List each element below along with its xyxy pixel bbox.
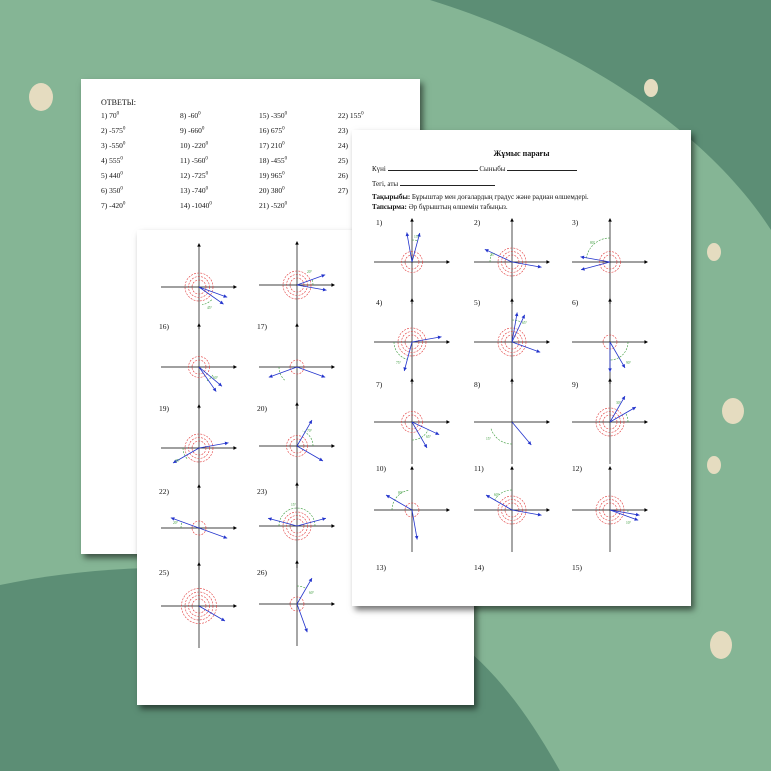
problem-number: 23) xyxy=(257,487,267,496)
problem-number: 11) xyxy=(474,464,484,473)
angle-figure xyxy=(565,372,655,472)
problem-number: 10) xyxy=(376,464,386,473)
terminal-ray xyxy=(199,443,229,448)
x-axis-arrow xyxy=(233,526,237,530)
ray-arrow xyxy=(406,232,410,236)
angle-value-label: 20° xyxy=(173,521,179,525)
answer-item: 5) $440^0$ xyxy=(101,171,123,180)
y-axis-arrow xyxy=(295,482,299,486)
x-axis-arrow xyxy=(446,340,450,344)
degree-mark: 0 xyxy=(116,111,120,117)
y-axis-arrow xyxy=(197,323,201,327)
degree-mark: 0 xyxy=(120,186,123,192)
problem-number: 19) xyxy=(159,404,169,413)
angle-value-label: 10° xyxy=(626,521,632,525)
x-axis-arrow xyxy=(233,285,237,289)
answer-item: 1) $70^0$ xyxy=(101,111,120,120)
topic-text: Бұрыштар мен доғалардың градус және радиан өлшемдері. xyxy=(411,193,589,201)
problem-number: 25) xyxy=(159,568,169,577)
degree-mark: 0 xyxy=(209,201,212,207)
answer-item: 19) $965^0$ xyxy=(259,171,285,180)
y-axis-arrow xyxy=(410,298,414,302)
problem-number: 12) xyxy=(572,464,582,473)
angle-value-label: 15° xyxy=(414,235,420,239)
y-axis-arrow xyxy=(510,378,514,382)
degree-mark: 0 xyxy=(201,126,205,132)
x-axis-arrow xyxy=(446,260,450,264)
terminal-ray xyxy=(297,285,327,290)
ray-arrow xyxy=(220,301,224,305)
answer-item: 6) $350^0$ xyxy=(101,186,123,195)
terminal-ray xyxy=(297,275,325,285)
angle-value-label: 90° xyxy=(626,361,632,365)
x-axis-arrow xyxy=(644,420,648,424)
degree-mark: 0 xyxy=(282,186,285,192)
y-axis-arrow xyxy=(295,241,299,245)
problem-number: 6) xyxy=(572,298,579,307)
angle-value-label: 60° xyxy=(494,493,500,497)
problem-number: 15) xyxy=(572,563,582,572)
reference-arc xyxy=(312,280,313,285)
answer-item: 7) $-420^0$ xyxy=(101,201,126,210)
terminal-ray xyxy=(407,232,412,262)
name-line xyxy=(372,179,495,188)
terminal-ray xyxy=(297,446,323,461)
class-blank xyxy=(507,164,577,171)
terminal-ray xyxy=(199,528,227,538)
reference-arc xyxy=(626,413,628,422)
y-axis-arrow xyxy=(410,218,414,222)
worksheet-title: Жұмыс парағы xyxy=(493,149,550,158)
answer-item: 22) $155^0$ xyxy=(338,111,364,120)
ray-arrow xyxy=(580,256,584,260)
y-axis-arrow xyxy=(510,218,514,222)
decor-dot xyxy=(710,631,732,659)
ray-arrow xyxy=(323,288,327,292)
degree-mark: 0 xyxy=(205,186,209,192)
x-axis-arrow xyxy=(546,260,550,264)
ray-arrow xyxy=(636,513,640,517)
x-axis-arrow xyxy=(446,508,450,512)
x-axis-arrow xyxy=(446,420,450,424)
problem-number: 22) xyxy=(159,487,169,496)
degree-mark: 0 xyxy=(282,171,285,177)
degree-mark: 0 xyxy=(282,141,285,147)
x-axis-arrow xyxy=(546,508,550,512)
terminal-ray xyxy=(512,312,517,342)
problem-number: 7) xyxy=(376,380,383,389)
degree-mark: 0 xyxy=(205,171,209,177)
ray-arrow xyxy=(538,513,542,517)
ray-arrow xyxy=(438,336,442,340)
terminal-ray xyxy=(512,422,531,445)
problem-number: 9) xyxy=(572,380,579,389)
ray-arrow xyxy=(515,312,519,316)
ray-arrow xyxy=(581,267,585,271)
decor-dot xyxy=(707,456,721,474)
answer-item: 24) xyxy=(338,141,348,150)
angle-value-label: 20° xyxy=(307,270,313,274)
angle-value-label: 80° xyxy=(590,241,596,245)
task-text: Әр бұрыштың өлшемін табыңыз. xyxy=(408,203,508,211)
terminal-ray xyxy=(297,420,312,446)
answer-item: 3) $-550^0$ xyxy=(101,141,126,150)
y-axis-arrow xyxy=(295,323,299,327)
problem-number: 20) xyxy=(257,404,267,413)
decor-dot xyxy=(707,243,721,261)
reference-arc xyxy=(181,522,182,528)
problem-number: 26) xyxy=(257,568,267,577)
y-axis-arrow xyxy=(197,243,201,247)
answer-item: 20) $380^0$ xyxy=(259,186,285,195)
x-axis-arrow xyxy=(546,420,550,424)
angle-value-label: 60° xyxy=(309,591,315,595)
terminal-ray xyxy=(404,342,412,371)
x-axis-arrow xyxy=(331,365,335,369)
angle-value-label: 75° xyxy=(396,361,402,365)
topic-label: Тақырыбы: xyxy=(372,193,411,201)
y-axis-arrow xyxy=(295,402,299,406)
angle-value-label: 80° xyxy=(398,491,404,495)
answer-item: 12) $-725^0$ xyxy=(180,171,209,180)
terminal-ray xyxy=(386,495,412,510)
problem-number: 1) xyxy=(376,218,383,227)
reference-arc xyxy=(279,367,285,381)
y-axis-arrow xyxy=(410,378,414,382)
decor-dot xyxy=(722,398,744,424)
terminal-ray xyxy=(297,367,325,377)
angle-value-label: 45° xyxy=(207,306,213,310)
ray-arrow xyxy=(415,536,419,540)
y-axis-arrow xyxy=(410,466,414,470)
degree-mark: 0 xyxy=(284,201,288,207)
date-class-line xyxy=(372,164,577,173)
decor-dot xyxy=(644,79,658,97)
answer-item: 11) $-560^0$ xyxy=(180,156,208,165)
problem-number: 3) xyxy=(572,218,579,227)
terminal-ray xyxy=(297,518,326,526)
problem-number: 16) xyxy=(159,322,169,331)
date-blank xyxy=(388,164,478,171)
task-label: Тапсырма: xyxy=(372,203,407,211)
answer-item: 14) -1040$^0$ xyxy=(180,201,212,210)
terminal-ray xyxy=(268,518,297,526)
y-axis-arrow xyxy=(197,562,201,566)
terminal-ray xyxy=(486,495,512,510)
x-axis-arrow xyxy=(644,260,648,264)
x-axis-arrow xyxy=(331,444,335,448)
x-axis-arrow xyxy=(233,604,237,608)
x-axis-arrow xyxy=(331,602,335,606)
answer-item: 10) $-220^0$ xyxy=(180,141,209,150)
problem-number: 17) xyxy=(257,322,267,331)
terminal-ray xyxy=(269,367,297,377)
angle-value-label: 65° xyxy=(522,321,528,325)
x-axis-arrow xyxy=(331,524,335,528)
terminal-ray xyxy=(412,510,417,540)
problem-number: 4) xyxy=(376,298,383,307)
degree-mark: 0 xyxy=(361,111,364,117)
terminal-ray xyxy=(199,606,225,621)
y-axis-arrow xyxy=(197,404,201,408)
answer-item: 16) $675^0$ xyxy=(259,126,285,135)
y-axis-arrow xyxy=(510,298,514,302)
decor-dot xyxy=(29,83,53,111)
name-label: Тегі, аты xyxy=(372,180,399,188)
degree-mark: 0 xyxy=(205,156,208,162)
answers-title: ОТВЕТЫ: xyxy=(101,98,136,107)
reference-arc xyxy=(412,240,418,241)
x-axis-arrow xyxy=(546,340,550,344)
x-axis-arrow xyxy=(331,283,335,287)
degree-mark: 0 xyxy=(205,141,209,147)
angle-figure xyxy=(467,460,557,560)
angle-value-label: 70° xyxy=(307,429,313,433)
degree-mark: 0 xyxy=(284,111,288,117)
ray-arrow xyxy=(225,442,229,446)
reference-arc xyxy=(491,428,512,444)
degree-mark: 0 xyxy=(122,201,126,207)
y-axis-arrow xyxy=(510,466,514,470)
problem-number: 8) xyxy=(474,380,481,389)
angle-value-label: 25° xyxy=(490,253,496,257)
terminal-ray xyxy=(512,262,542,267)
problem-number: 5) xyxy=(474,298,481,307)
angle-value-label: 15° xyxy=(291,503,297,507)
ray-arrow xyxy=(403,367,407,371)
date-label: Күні xyxy=(372,165,386,173)
angle-figure xyxy=(565,460,655,560)
ray-arrow xyxy=(213,388,217,392)
degree-mark: 0 xyxy=(120,156,123,162)
answer-item: 4) $555^0$ xyxy=(101,156,123,165)
angle-figure xyxy=(367,460,457,560)
problem-number: 13) xyxy=(376,563,386,572)
reference-arc xyxy=(297,586,306,588)
problem-number: 14) xyxy=(474,563,484,572)
y-axis-arrow xyxy=(608,378,612,382)
angle-value-label: 15° xyxy=(486,437,492,441)
x-axis-arrow xyxy=(233,365,237,369)
degree-mark: 0 xyxy=(282,126,285,132)
answer-item: 27) xyxy=(338,186,348,195)
task-line xyxy=(372,203,508,211)
terminal-ray xyxy=(512,510,542,515)
answer-item: 25) xyxy=(338,156,348,165)
terminal-ray xyxy=(610,510,640,515)
y-axis-arrow xyxy=(608,466,612,470)
answer-item: 17) $210^0$ xyxy=(259,141,285,150)
ray-arrow xyxy=(268,517,272,521)
degree-mark: 0 xyxy=(120,171,123,177)
angle-figure xyxy=(467,372,557,472)
answer-item: 8) $-60^0$ xyxy=(180,111,201,120)
terminal-ray xyxy=(580,257,610,262)
y-axis-arrow xyxy=(608,298,612,302)
ray-arrow xyxy=(538,265,542,269)
angle-value-label: 30° xyxy=(616,401,622,405)
terminal-ray xyxy=(199,287,224,304)
name-blank xyxy=(400,179,495,186)
answer-item: 18) $-455^0$ xyxy=(259,156,288,165)
x-axis-arrow xyxy=(233,446,237,450)
x-axis-arrow xyxy=(644,340,648,344)
answer-item: 2) $-575^0$ xyxy=(101,126,126,135)
class-label: Сыныбы xyxy=(479,165,506,173)
problem-number: 2) xyxy=(474,218,481,227)
terminal-ray xyxy=(297,604,307,632)
angle-value-label: 65° xyxy=(426,435,432,439)
answer-item: 13) $-740^0$ xyxy=(180,186,209,195)
y-axis-arrow xyxy=(295,560,299,564)
angle-value-label: 60° xyxy=(213,376,219,380)
reference-arc xyxy=(512,320,521,322)
y-axis-arrow xyxy=(608,218,612,222)
terminal-ray xyxy=(581,262,610,270)
degree-mark: 0 xyxy=(198,111,201,117)
degree-mark: 0 xyxy=(284,156,288,162)
answer-item: 15) $-350^0$ xyxy=(259,111,288,120)
terminal-ray xyxy=(412,337,442,342)
x-axis-arrow xyxy=(644,508,648,512)
degree-mark: 0 xyxy=(122,141,126,147)
ray-arrow xyxy=(322,517,326,521)
degree-mark: 0 xyxy=(122,126,126,132)
answer-item: 21) $-520^0$ xyxy=(259,201,288,210)
angle-value-label: 45° xyxy=(175,459,181,463)
y-axis-arrow xyxy=(197,484,201,488)
answer-item: 23) xyxy=(338,126,348,135)
answer-item: 26) xyxy=(338,171,348,180)
answer-item: 9) $-660^0$ xyxy=(180,126,205,135)
worksheet xyxy=(352,130,691,606)
topic-line xyxy=(372,193,589,201)
